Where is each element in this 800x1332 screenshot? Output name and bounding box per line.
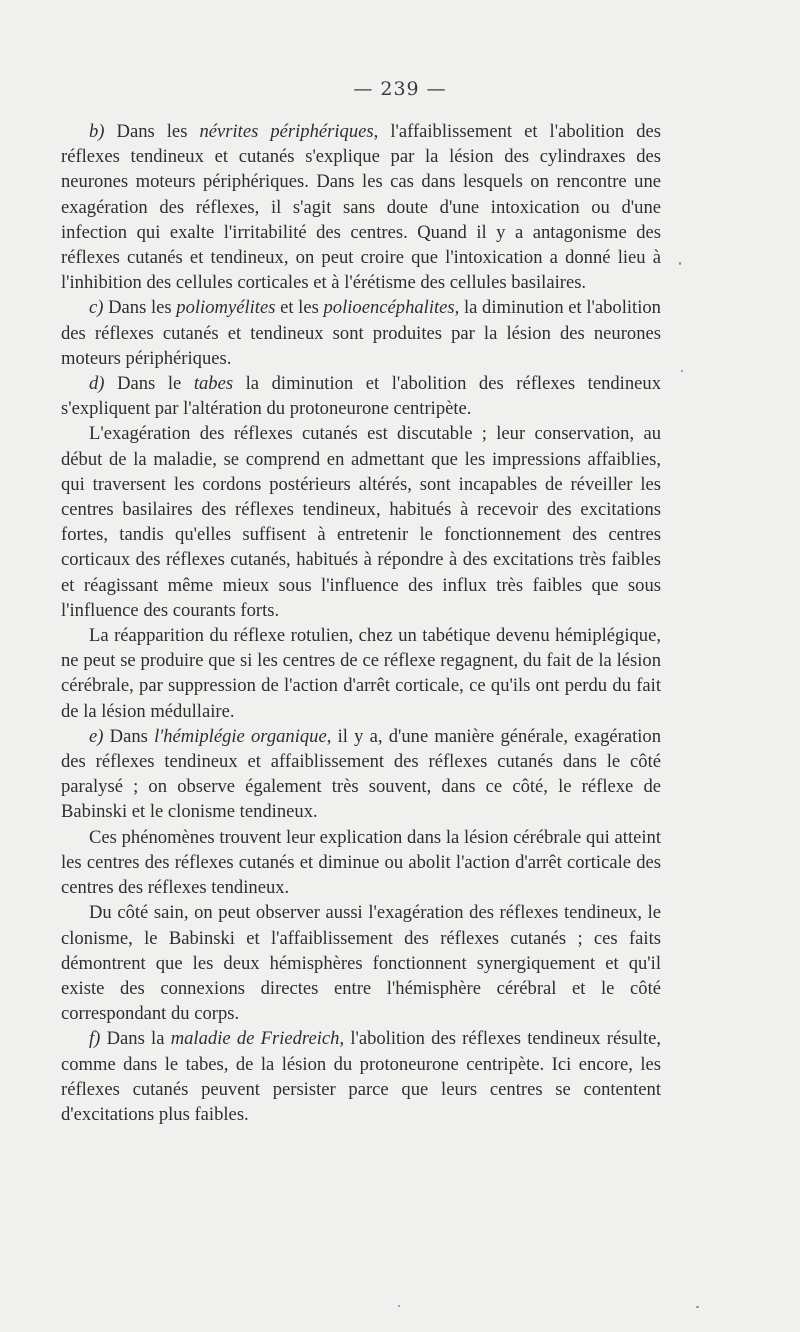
paper-speck — [681, 370, 683, 372]
paragraph-d: d) Dans le tabes la diminution et l'abolition des réflexes tendineux s'expliquent par l'altération du protoneurone centripète. — [61, 373, 661, 420]
paragraph-c: c) Dans les poliomyélites et les polioencéphalites, la diminution et l'abolition des réflexes cutanés et tendineux sont produites par la lésion des neurones moteurs périphériques. — [61, 297, 661, 369]
item-marker: d) — [89, 373, 105, 395]
paragraph-e: e) Dans l'hémiplégie organique, il y a, d'une manière générale, exagération des réflexes tendineux et affaiblissement des réflexes cutanés dans le côté paralysé ; on observe également très souvent, dans ce côté, le réflexe de Babinski et le clonisme tendineux. — [61, 725, 661, 823]
paragraph-f: f) Dans la maladie de Friedreich, l'abolition des réflexes tendineux résulte, comme dans le tabes, de la lésion du protoneurone centripète. Ici encore, les réflexes cutanés peuvent persister parce que leurs centres se contentent d'excitations plus faibles. — [61, 1028, 662, 1125]
paragraph: La réapparition du réflexe rotulien, chez un tabétique devenu hémiplégique, ne peut se produire que si les centres de ce réflexe regagnent, du fait de la lésion cérébrale, par suppression de l'action d'arrêt corticale, ce qu'ils ont perdu du fait de la lésion médullaire. — [61, 625, 661, 722]
italic-term: poliomyélites — [176, 297, 276, 319]
page-number: — 239 — — [353, 78, 447, 100]
body-text — [61, 119, 661, 1127]
paragraph-b: b) Dans les névrites périphériques, l'affaiblissement et l'abolition des réflexes tendineux et cutanés s'explique par la lésion des cylindraxes des neurones moteurs périphériques. Dans les cas dans lesquels on rencontre une exagération des réflexes, il s'agit sans doute d'une intoxication ou d'une infection qui exalte l'irritabilité des centres. Quand il y a antagonisme des réflexes cutanés et tendineux, on peut croire que l'intoxication a donné lieu à l'inhibition des cellules corticales et à l'érétisme des cellules basilaires. — [61, 121, 661, 294]
paragraph: Du côté sain, on peut observer aussi l'exagération des réflexes tendineux, le clonisme, le Babinski et l'affaiblissement des réflexes cutanés ; ces faits démontrent que les deux hémisphères fonctionnent synergiquement et qu'il existe des connexions directes entre l'hémisphère cérébral et le côté correspondant du corps. — [61, 902, 661, 1025]
italic-term: maladie de Friedreich — [170, 1028, 340, 1050]
paragraph: Ces phénomènes trouvent leur explication dans la lésion cérébrale qui atteint les centres des réflexes cutanés et diminue ou abolit l'action d'arrêt corticale des centres des réflexes tendineux. — [61, 826, 661, 899]
italic-term: polioencéphalites — [323, 297, 455, 319]
item-marker: c) — [89, 297, 104, 319]
italic-term: névrites périphériques — [199, 121, 374, 142]
paragraph: L'exagération des réflexes cutanés est discutable ; leur conservation, au début de la maladie, se comprend en admettant que les impressions affaiblies, qui traversent les cordons postérieurs altérés, sont incapables de réveiller les centres basilaires des réflexes tendineux, habitués à recevoir des excitations fortes, tandis qu'elles suffisent à entretenir le fonctionnement des centres corticaux des réflexes cutanés, habitués à répondre à des excitations très faibles et réagissant même mieux sous l'influence des influx très faibles que sous l'influence des courants forts. — [61, 423, 661, 621]
paper-speck — [679, 262, 681, 265]
item-marker: e) — [89, 725, 104, 747]
italic-term: l'hémiplégie organique — [154, 725, 327, 747]
italic-term: tabes — [193, 373, 234, 395]
paper-speck — [696, 1306, 699, 1308]
paper-speck — [398, 1305, 400, 1307]
item-marker: b) — [89, 121, 105, 142]
item-marker: f) — [89, 1028, 101, 1050]
